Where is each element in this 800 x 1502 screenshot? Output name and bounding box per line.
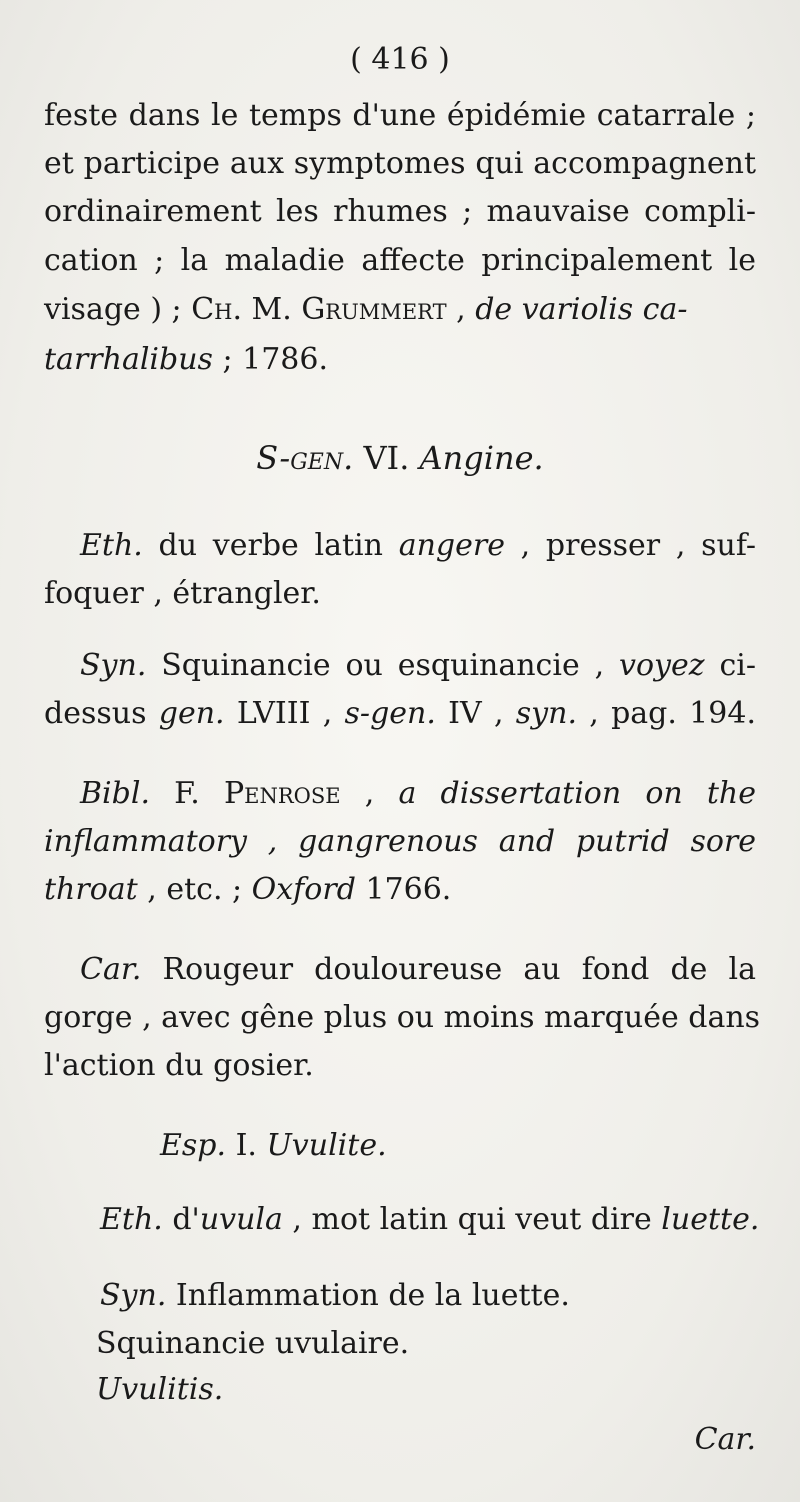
author-name: Ch. M. Grummert	[191, 292, 447, 327]
text-fragment: , pag. 194.	[576, 696, 756, 731]
text-fragment: IV ,	[435, 696, 516, 731]
entry-label: Car.	[80, 952, 142, 987]
latin-word: luette.	[661, 1202, 760, 1237]
abbrev: gen.	[158, 696, 225, 731]
entry-label: Esp.	[160, 1128, 227, 1163]
text-fragment: visage ) ;	[44, 292, 192, 327]
text-line: gorge , avec gêne plus ou moins marquée dans	[44, 1000, 761, 1035]
text-line	[44, 290, 687, 330]
species-name: Uvulite.	[266, 1128, 387, 1163]
text-line	[44, 340, 328, 380]
book-title-line: inflammatory , gangrenous and putrid sore	[44, 824, 756, 859]
section-name: Angine.	[419, 439, 544, 477]
page-number: ( 416 )	[350, 42, 450, 77]
text-fragment: ; 1786.	[212, 342, 329, 377]
text-line	[100, 1200, 760, 1240]
latin-word: uvula	[199, 1202, 283, 1237]
text-fragment: Rougeur douloureuse au fond de la	[141, 952, 756, 987]
text-line	[44, 870, 451, 910]
text-line: l'action du gosier.	[44, 1048, 314, 1083]
species-heading	[160, 1126, 387, 1166]
book-title: tarrhalibus	[44, 342, 213, 377]
text-line: cation ; la maladie affecte principalement le	[44, 243, 756, 278]
entry-label: Syn.	[80, 648, 147, 683]
text-fragment: du verbe latin	[142, 528, 399, 563]
entry-label: Syn.	[100, 1278, 167, 1313]
text-line: feste dans le temps d'une épidémie catarrale ;	[44, 98, 756, 133]
text-line: ordinairement les rhumes ; mauvaise compli-	[44, 194, 756, 229]
section-number: VI.	[353, 439, 420, 477]
text-fragment: LVIII ,	[224, 696, 345, 731]
text-line	[44, 694, 756, 734]
text-line: et participe aux symptomes qui accompagnent	[44, 146, 756, 181]
text-line	[100, 1276, 570, 1316]
abbrev: s-gen.	[344, 696, 436, 731]
entry-label: Eth.	[100, 1202, 163, 1237]
section-heading	[0, 438, 800, 478]
abbrev: syn.	[515, 696, 577, 731]
text-fragment: F.	[149, 776, 224, 811]
text-fragment: d'	[162, 1202, 200, 1237]
text-fragment: , etc. ;	[137, 872, 252, 907]
text-fragment: ,	[340, 776, 399, 811]
text-line	[80, 526, 756, 566]
entry-label: Bibl.	[80, 776, 150, 811]
book-title: de variolis ca-	[475, 292, 688, 327]
sgen-label: S-gen.	[256, 439, 354, 477]
place-name: Oxford	[251, 872, 356, 907]
book-title: a dissertation on the	[398, 776, 757, 811]
text-fragment: Inflammation de la luette.	[166, 1278, 570, 1313]
text-fragment: , presser , suf-	[504, 528, 756, 563]
text-fragment: ,	[446, 292, 476, 327]
voyez-word: voyez	[619, 648, 705, 683]
latin-word: angere	[398, 528, 505, 563]
text-line: foquer , étrangler.	[44, 576, 321, 611]
text-fragment: ci-	[704, 648, 756, 683]
text-line: Squinancie uvulaire.	[96, 1326, 410, 1361]
text-line	[80, 950, 756, 990]
catchword: Car.	[694, 1422, 756, 1457]
species-number: I.	[226, 1128, 267, 1163]
entry-label: Eth.	[80, 528, 143, 563]
author-name: Penrose	[223, 776, 341, 811]
text-line	[80, 646, 756, 686]
text-line: Uvulitis.	[96, 1372, 224, 1407]
text-fragment: 1766.	[355, 872, 452, 907]
text-fragment: Squinancie ou esquinancie ,	[146, 648, 620, 683]
text-line	[80, 774, 756, 814]
text-fragment: dessus	[44, 696, 159, 731]
text-fragment: , mot latin qui veut dire	[282, 1202, 662, 1237]
book-title: throat	[44, 872, 138, 907]
